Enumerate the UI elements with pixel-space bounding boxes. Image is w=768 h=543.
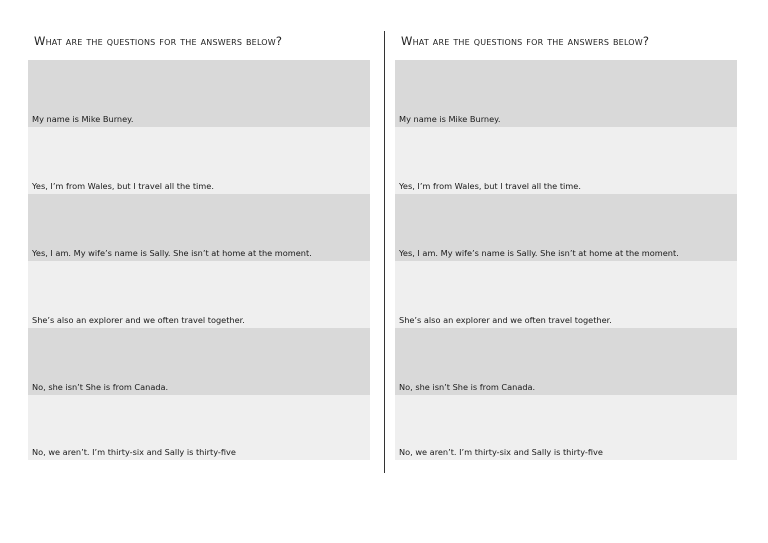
answer-text: Yes, I am. My wife’s name is Sally. She isn’t at home at the moment. — [32, 248, 312, 258]
answer-row — [28, 395, 370, 460]
answer-list — [395, 60, 737, 460]
answer-text: Yes, I am. My wife’s name is Sally. She isn’t at home at the moment. — [399, 248, 679, 258]
answer-row — [28, 194, 370, 261]
answer-text: My name is Mike Burney. — [32, 114, 134, 124]
cut-line-divider — [384, 31, 385, 473]
answer-row — [395, 328, 737, 395]
answer-text: My name is Mike Burney. — [399, 114, 501, 124]
answer-row — [28, 127, 370, 194]
answer-text: No, we aren’t. I’m thirty-six and Sally is thirty-five — [32, 447, 236, 457]
answer-row — [28, 261, 370, 328]
answer-list — [28, 60, 370, 460]
answer-row — [28, 328, 370, 395]
answer-text: She’s also an explorer and we often travel together. — [399, 315, 612, 325]
answer-text: No, she isn’t She is from Canada. — [399, 382, 536, 392]
answer-row — [395, 261, 737, 328]
answer-row — [395, 395, 737, 460]
answer-row — [395, 60, 737, 127]
answer-text: No, she isn’t She is from Canada. — [32, 382, 169, 392]
answer-text: No, we aren’t. I’m thirty-six and Sally is thirty-five — [399, 447, 603, 457]
answer-text: Yes, I’m from Wales, but I travel all the time. — [399, 181, 581, 191]
answer-text: She’s also an explorer and we often travel together. — [32, 315, 245, 325]
answer-row — [395, 127, 737, 194]
answer-row — [28, 60, 370, 127]
worksheet-title: What are the questions for the answers below? — [34, 34, 283, 48]
worksheet-title: What are the questions for the answers below? — [401, 34, 650, 48]
answer-text: Yes, I’m from Wales, but I travel all the time. — [32, 181, 214, 191]
answer-row — [395, 194, 737, 261]
